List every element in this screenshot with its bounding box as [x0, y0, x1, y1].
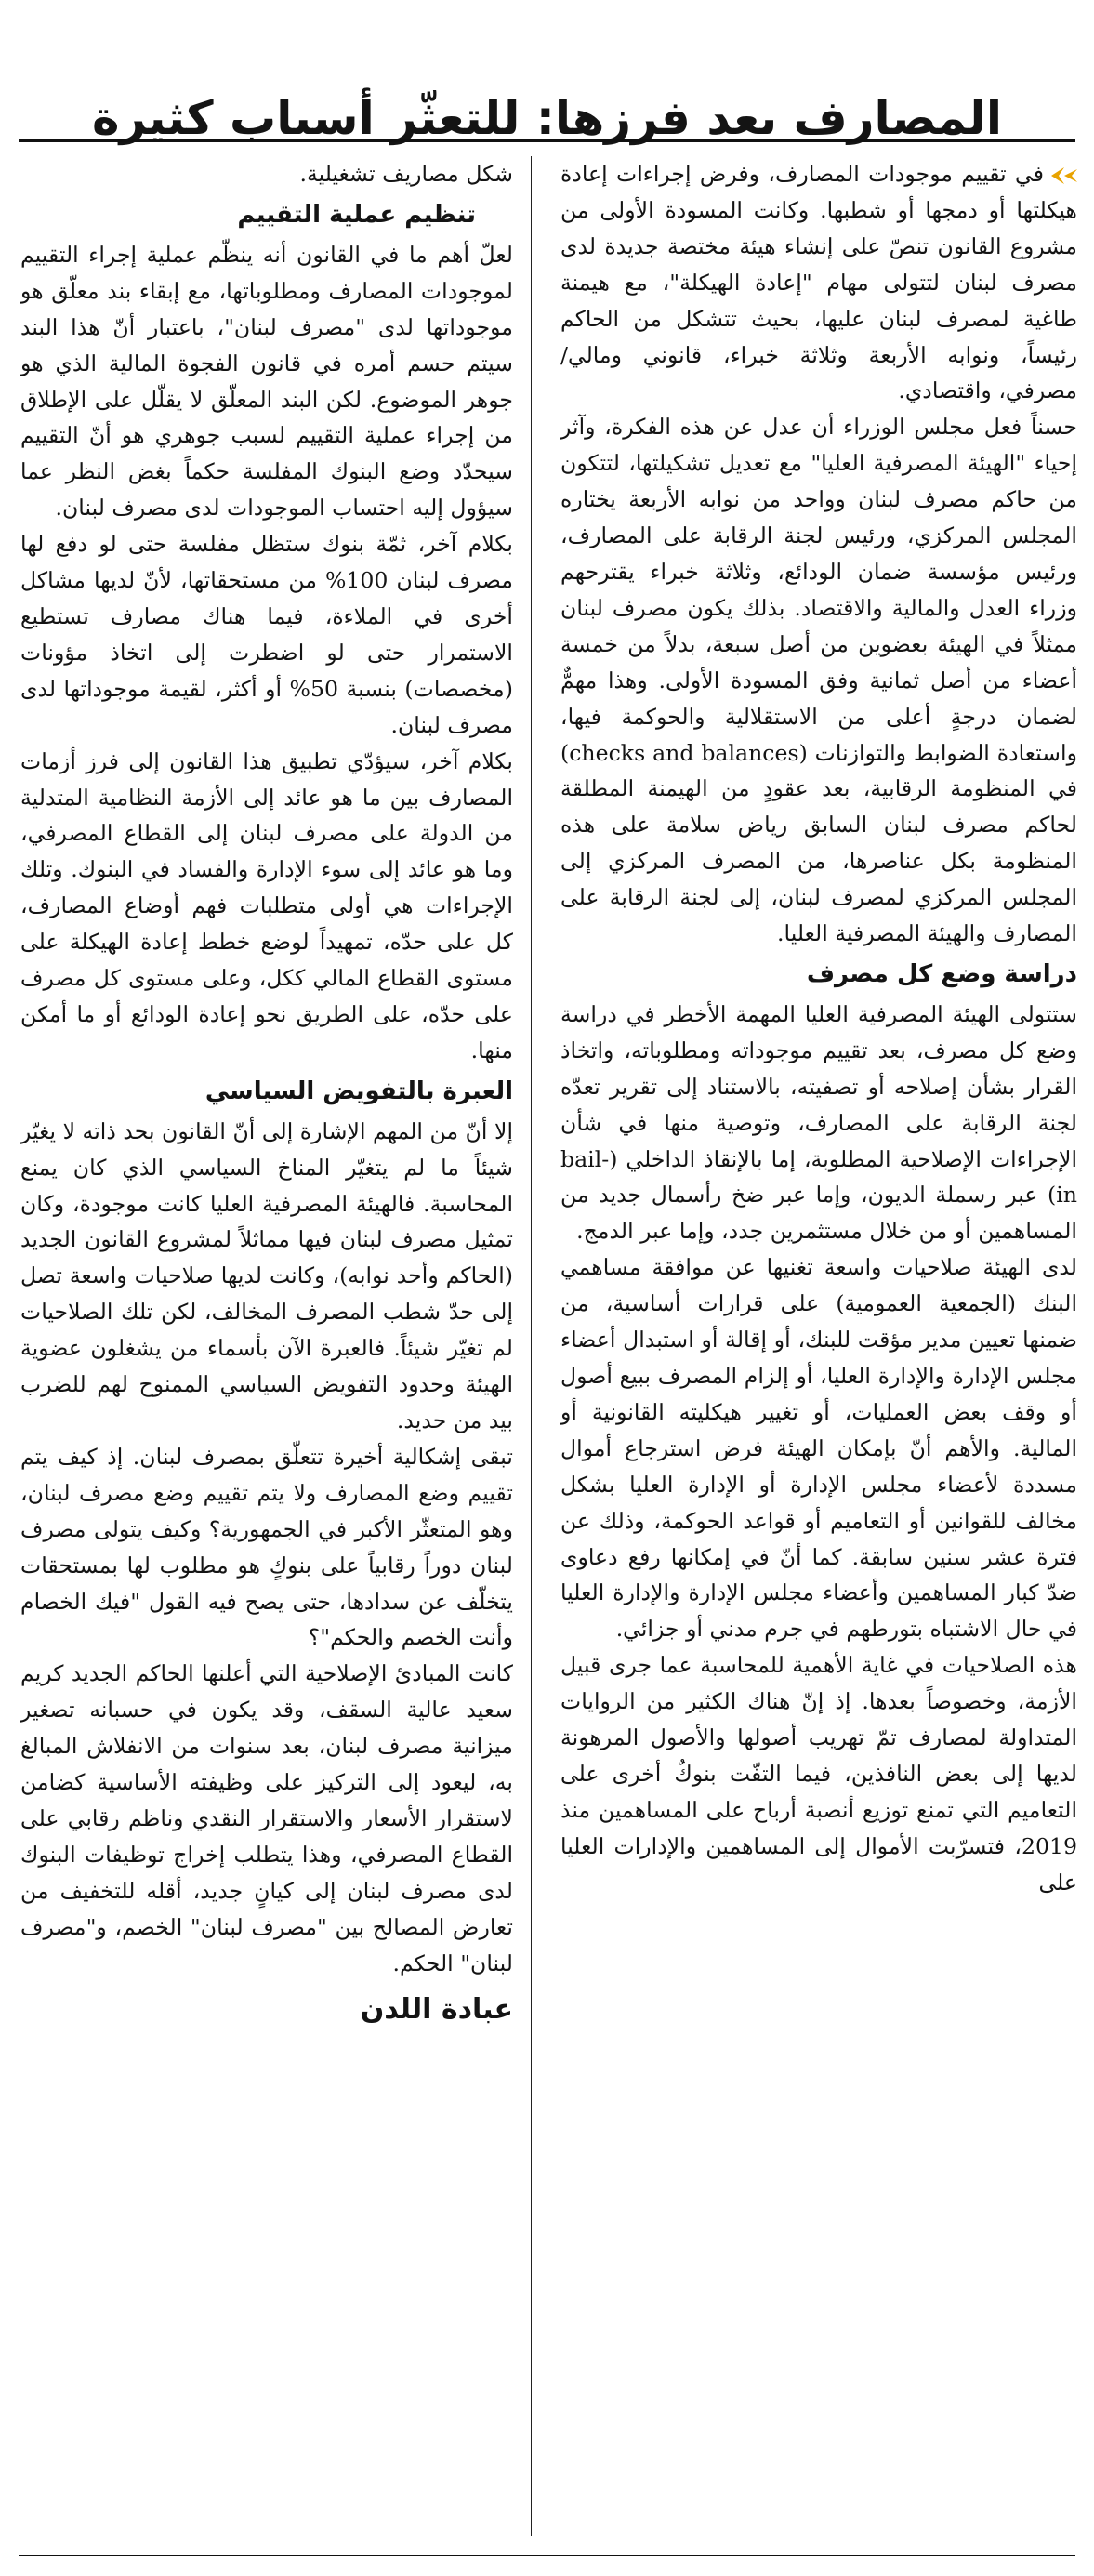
paragraph: بكلام آخر، سيؤدّي تطبيق هذا القانون إلى فرز أزمات المصارف بين ما هو عائد إلى الأزمة النظامية المتدلية من الدولة على مصرف لبنان إلى القطاع المصرفي، وما هو عائد إلى سوء الإدارة والفساد في البنوك. وتلك الإجراءات هي أولى متطلبات فهم أوضاع المصارف، كل على حدّه، تمهيداً لوضع خطط إعادة الهيكلة على مستوى القطاع المالي ككل، وعلى مستوى كل مصرف على حدّه، على الطريق نحو إعادة الودائع أو ما أمكن منها. — [20, 747, 513, 1063]
subheading: العبرة بالتفويض السياسي — [204, 1077, 513, 1105]
paragraph: لعلّ أهم ما في القانون أنه ينظّم عملية إجراء التقييم لموجودات المصارف ومطلوباتها، مع إبقاء بند معلّق هو موجوداتها لدى "مصرف لبنان"، باعتبار أنّ هذا البند سيتم حسم أمره في قانون الفجوة المالية الذي هو جوهر الموضوع. لكن البند المعلّق لا يقلّل على الإطلاق من إجراء عملية التقييم لسبب جوهري هو أنّ التقييم سيحدّد وضع البنوك المفلسة حكماً بغض النظر عما سيؤول إليه احتساب الموجودات لدى مصرف لبنان. — [20, 241, 513, 522]
subheading: تنظيم عملية التقييم — [237, 200, 476, 229]
author-byline: عبادة اللدن — [360, 1992, 513, 2026]
bottom-rule — [19, 2555, 1075, 2556]
paragraph: تبقى إشكالية أخيرة تتعلّق بمصرف لبنان. إذ كيف يتم تقييم وضع المصارف ولا يتم تقييم وضع مصرف لبنان، وهو المتعثّر الأكبر في الجمهورية؟ وكيف يتولى مصرف لبنان دوراً رقابياً على بنوكٍ هو مطلوب لها بمستحقات يتخلّف عن سدادها، حتى يصح فيه القول "فيك الخصام وأنت الخصم والحكم"؟ — [20, 1443, 513, 1651]
headline: المصارف بعد فرزها: للتعثّر أسباب كثيرة — [92, 90, 1002, 145]
paragraph: بكلام آخر، ثمّة بنوك ستظل مفلسة حتى لو دفع لها مصرف لبنان 100% من مستحقاتها، لأنّ لديها مشاكل أخرى في الملاءة، فيما هناك مصارف تستطيع الاستمرار حتى لو اضطرت إلى اتخاذ مؤونات (مخصصات) بنسبة 50% أو أكثر، لقيمة موجوداتها لدى مصرف لبنان. — [20, 531, 513, 738]
article-column-left — [20, 156, 513, 2545]
article-column-right — [560, 156, 1077, 2545]
paragraph: شكل مصاريف تشغيلية. — [299, 161, 513, 187]
intro-text: في تقييم موجودات المصارف، وفرض إجراءات إعادة هيكلتها أو دمجها أو شطبها. وكانت المسودة الأولى من مشروع القانون تنصّ على إنشاء هيئة مختصة جديدة لدى مصرف لبنان لتتولى مهام "إعادة الهيكلة"، مع هيمنة طاغية لمصرف لبنان عليها، بحيث تتشكل من الحاكم رئيساً، ونوابه الأربعة وثلاثة خبراء، قانوني ومالي/ مصرفي، واقتصادي. — [560, 161, 1077, 404]
subheading: دراسة وضع كل مصرف — [806, 959, 1077, 988]
paragraph: كانت المبادئ الإصلاحية التي أعلنها الحاكم الجديد كريم سعيد عالية السقف، وقد يكون في حسبانه تصغير ميزانية مصرف لبنان، بعد سنوات من الانفلاش المبالغ به، ليعود إلى التركيز على وظيفته الأساسية كضامن لاستقرار الأسعار والاستقرار النقدي وناظم رقابي على القطاع المصرفي، وهذا يتطلب إخراج توظيفات البنوك لدى مصرف لبنان إلى كيانٍ جديد، أقله للتخفيف من تعارض المصالح بين "مصرف لبنان" الخصم، و"مصرف لبنان" الحكم. — [20, 1660, 513, 1976]
paragraph — [560, 156, 1077, 409]
headline-rule — [19, 139, 1075, 142]
paragraph: هذه الصلاحيات في غاية الأهمية للمحاسبة عما جرى قبيل الأزمة، وخصوصاً بعدها. إذ إنّ هناك الكثير من الروايات المتداولة لمصارف تمّ تهريب أصولها والأصول المرهونة لديها إلى بعض النافذين، فيما التفّت بنوكٌ أخرى على التعاميم التي تمنع توزيع أنصبة أرباح على المساهمين منذ 2019، فتسرّبت الأموال إلى المساهمين والإدارات العليا على — [560, 1652, 1077, 1896]
paragraph: لدى الهيئة صلاحيات واسعة تغنيها عن موافقة مساهمي البنك (الجمعية العمومية) على قرارات أساسية، من ضمنها تعيين مدير مؤقت للبنك، أو إقالة أو استبدال أعضاء مجلس الإدارة والإدارة العليا، أو إلزام المصرف ببيع أصول أو وقف بعض العمليات، أو تغيير هيكليته القانونية أو المالية. والأهم أنّ بإمكان الهيئة فرض استرجاع أموال مسددة لأعضاء مجلس الإدارة أو الإدارة العليا بشكل مخالف للقوانين أو التعاميم أو قواعد الحوكمة، وذلك عن فترة عشر سنين سابقة. كما أنّ في إمكانها رفع دعاوى ضدّ كبار المساهمين وأعضاء مجلس الإدارة والإدارة العليا في حال الاشتباه بتورطهم في جرم مدني أو جزائي. — [560, 1254, 1077, 1643]
paragraph: إلا أنّ من المهم الإشارة إلى أنّ القانون بحد ذاته لا يغيّر شيئاً ما لم يتغيّر المناخ السياسي الذي كان يمنع المحاسبة. فالهيئة المصرفية العليا كانت موجودة، وكان تمثيل مصرف لبنان فيها مماثلاً لمشروع القانون الجديد (الحاكم وأحد نوابه)، وكانت لديها صلاحيات واسعة تصل إلى حدّ شطب المصرف المخالف، لكن تلك الصلاحيات لم تغيّر شيئاً. فالعبرة الآن بأسماء من يشغلون عضوية الهيئة وحدود التفويض السياسي الممنوح لهم للضرب بيد من حديد. — [20, 1117, 513, 1433]
paragraph: ستتولى الهيئة المصرفية العليا المهمة الأخطر في دراسة وضع كل مصرف، بعد تقييم موجوداته ومطلوباته، واتخاذ القرار بشأن إصلاحه أو تصفيته، بالاستناد إلى تقرير تعدّه لجنة الرقابة على المصارف، وتوصية منها في شأن الإجراءات الإصلاحية المطلوبة، إما بالإنقاذ الداخلي (bail-in) عبر رسملة الديون، وإما عبر ضخ رأسمال جديد من المساهمين أو من خلال مستثمرين جدد، وإما عبر الدمج. — [560, 1000, 1077, 1245]
column-divider — [531, 156, 532, 2536]
paragraph: حسناً فعل مجلس الوزراء أن عدل عن هذه الفكرة، وآثر إحياء "الهيئة المصرفية العليا" مع تعديل تشكيلتها، لتتكون من حاكم مصرف لبنان وواحد من نوابه الأربعة يختاره المجلس المركزي، ورئيس لجنة الرقابة على المصارف، ورئيس مؤسسة ضمان الودائع، وثلاثة خبراء يقترحهم وزراء العدل والمالية والاقتصاد. بذلك يكون مصرف لبنان ممثلاً في الهيئة بعضوين من أصل سبعة، بدلاً من خمسة أعضاء من أصل ثمانية وفق المسودة الأولى. وهذا مهمٌّ لضمان درجةٍ أعلى من الاستقلالية والحوكمة فيها، واستعادة الضوابط والتوازنات (checks and balances) في المنظومة الرقابية، بعد عقودٍ من الهيمنة المطلقة لحاكم مصرف لبنان السابق رياض سلامة على هذه المنظومة بكل عناصرها، من المصرف المركزي إلى المجلس المركزي لمصرف لبنان، إلى لجنة الرقابة على المصارف والهيئة المصرفية العليا. — [560, 414, 1077, 947]
arrow-icon — [1049, 165, 1077, 186]
